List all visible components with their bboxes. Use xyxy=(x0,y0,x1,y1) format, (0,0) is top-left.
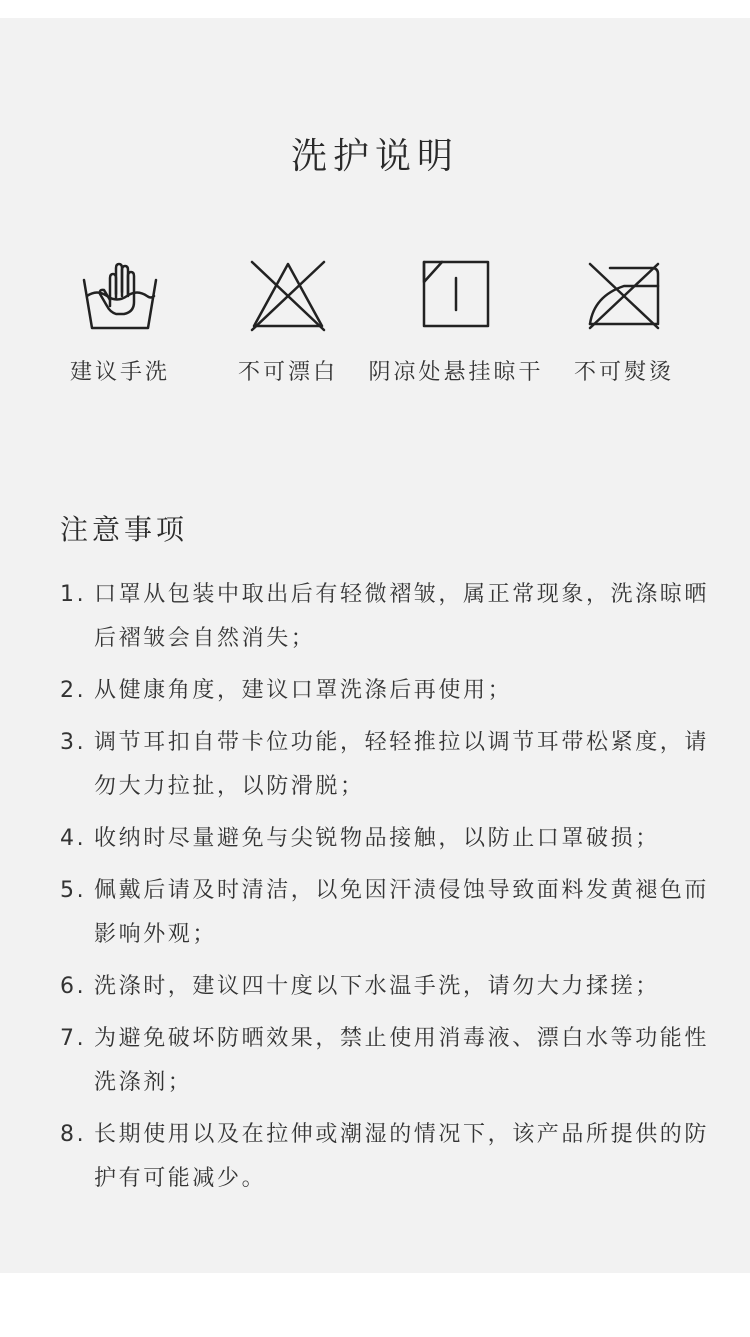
notes-list xyxy=(60,573,710,1209)
note-number: 1. xyxy=(60,582,87,607)
note-number: 7. xyxy=(60,1026,87,1051)
note-number: 6. xyxy=(60,974,87,999)
no-iron-icon xyxy=(584,258,664,333)
note-item xyxy=(60,1017,710,1105)
note-text: 口罩从包装中取出后有轻微褶皱，属正常现象，洗涤晾晒后褶皱会自然消失； xyxy=(94,582,710,651)
note-item xyxy=(60,1113,710,1201)
note-text: 为避免破坏防晒效果，禁止使用消毒液、漂白水等功能性洗涤剂； xyxy=(94,1026,710,1095)
note-text: 从健康角度，建议口罩洗涤后再使用； xyxy=(94,678,513,703)
note-number: 5. xyxy=(60,878,87,903)
care-item-no-iron xyxy=(529,258,719,386)
care-label-line-dry-shade: 阴凉处悬挂晾干 xyxy=(368,360,544,385)
no-bleach-icon xyxy=(248,258,328,333)
page-title: 洗护说明 xyxy=(290,136,459,177)
care-label-no-bleach: 不可漂白 xyxy=(237,360,338,385)
note-item xyxy=(60,669,710,713)
note-item xyxy=(60,573,710,661)
care-symbols-row xyxy=(0,258,750,408)
note-item xyxy=(60,869,710,957)
care-item-line-dry-shade xyxy=(361,258,551,386)
note-item xyxy=(60,965,710,1009)
notes-heading: 注意事项 xyxy=(60,513,189,546)
hand-wash-icon xyxy=(80,258,160,333)
note-text: 洗涤时，建议四十度以下水温手洗，请勿大力揉搓； xyxy=(94,974,660,999)
note-item xyxy=(60,721,710,809)
note-number: 8. xyxy=(60,1122,87,1147)
note-text: 收纳时尽量避免与尖锐物品接触，以防止口罩破损； xyxy=(94,826,660,851)
care-label-no-iron: 不可熨烫 xyxy=(573,360,674,385)
note-number: 4. xyxy=(60,826,87,851)
care-instructions-panel xyxy=(0,18,750,1273)
line-dry-shade-icon xyxy=(416,258,496,333)
note-item xyxy=(60,817,710,861)
care-label-hand-wash: 建议手洗 xyxy=(69,360,170,385)
note-number: 2. xyxy=(60,678,87,703)
care-item-hand-wash xyxy=(25,258,215,386)
note-text: 调节耳扣自带卡位功能，轻轻推拉以调节耳带松紧度，请勿大力拉扯，以防滑脱； xyxy=(94,730,710,799)
note-number: 3. xyxy=(60,730,87,755)
note-text: 佩戴后请及时清洁，以免因汗渍侵蚀导致面料发黄褪色而影响外观； xyxy=(94,878,710,947)
note-text: 长期使用以及在拉伸或潮湿的情况下，该产品所提供的防护有可能减少。 xyxy=(94,1122,710,1191)
care-item-no-bleach xyxy=(193,258,383,386)
